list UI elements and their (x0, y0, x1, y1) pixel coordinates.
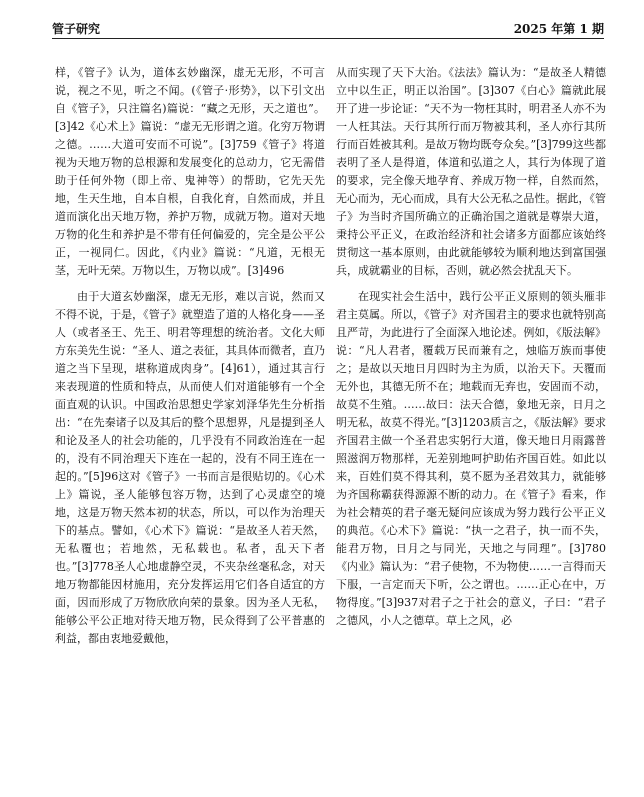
running-header (52, 20, 604, 39)
right-column (336, 64, 606, 782)
journal-title: 管子研究 (52, 22, 101, 36)
paragraph: 样，《管子》认为，道体玄妙幽深，虚无无形，不可言说，视之不见，听之不闻。(《管子·形势》，以下引文出自《管子》，只注篇名)篇说：“藏之无形，天之道也”。[3]42《心术上》篇说：“虚无无形谓之道。化穷万物谓之德。……大道可安而不可说”。[3]759《管子》将道视为天地万物的总根源和发展变化的总动力，它无需借助于任何外物（即上帝、鬼神等）的帮助，它先天先地，生天生地，自本自根，自我化育，自然而成，并且道而演化出天地万物，养护万物，成就万物。道对天地万物的化生和养护是不带有任何偏爱的，完全是公平公正，一视同仁。因此，《内业》篇说：“凡道，无根无茎，无叶无荣。万物以生，万物以成”。[3]496 (55, 66, 325, 277)
issue-label: 2025 年第 1 期 (513, 22, 604, 36)
paragraph: 从而实现了天下大治。《法法》篇认为：“是故圣人精德立中以生正，明正以治国”。[3]307《白心》篇就此展开了进一步论证：“天不为一物枉其时，明君圣人亦不为一人枉其法。天行其所行而万物被其利，圣人亦行其所行而百姓被其利。是故万物均既夸众矣。”[3]799这些都表明了圣人是得道，体道和弘道之人，其行为体现了道的要求，完全像天地孕育、养成万物一样，自然而然，无心而为，无心而成，具有大公无私之品性。据此，《管子》为当时齐国所确立的正确治国之道就是尊崇大道，秉持公平正义，在政治经济和社会诸多方面都应该始终贯彻这一基本原则，由此就能够较为顺利地达到富国强兵，成就霸业的目标，否则，就必然会扰乱天下。 (336, 66, 606, 277)
paragraph: 在现实社会生活中，践行公平正义原则的领头雁非君主莫属。所以，《管子》对齐国君主的要求也就特别高且严苛，为此进行了全面深入地论述。例如，《版法解》说：“凡人君者，覆载万民而兼有之，烛临万族而事使之；是故以天地日月四时为主为质，以治天下。天覆而无外也，其德无所不在；地载而无弃也，安固而不动，故莫不生殖。……故曰：法天合德，象地无亲，日月之明无私，故莫不得光。”[3]1203质言之，《版法解》要求齐国君主做一个圣君忠实躬行大道，像天地日月雨露普照滋润万物那样，无差别地呵护助佑齐国百姓。如此以来，百姓们莫不得其利，莫不愿为圣君效其力，就能够为齐国称霸获得源源不断的动力。在《管子》看来，作为社会精英的君子毫无疑问应该成为努力践行公平正义的典范。《心术下》篇说：“执一之君子，执一而不失，能君万物，日月之与同光，天地之与同理”。[3]780《内业》篇认为：“君子使物，不为物使……一言得而天下服，一言定而天下听，公之谓也。……正心在中，万物得度。”[3]937对君子之于社会的意义，子曰：“君子之德风，小人之德草。草上之风，必 (336, 290, 606, 627)
left-column (55, 64, 325, 782)
paragraph: 由于大道玄妙幽深，虚无无形，难以言说，然而又不得不说，于是，《管子》就塑造了道的人格化身——圣人（或者圣王、先王、明君等理想的统治者。文化大师方东美先生说：“圣人、道之表征，其具体而微者，直乃道之当下呈现，堪称道成肉身”。[4]61），通过其言行来表现道的性质和特点，从而使人们对道能够有一个全面直观的认识。中国政治思想史学家刘泽华先生分析指出：“在先秦诸子以及其后的整个思想界，凡是提到圣人和论及圣人的社会功能的，几乎没有不同政治连在一起的，没有不同治理天下连在一起的，没有不同王连在一起的。”[5]96这对《管子》一书而言是很贴切的。《心术上》篇说，圣人能够包容万物，达到了心灵虚空的境地，这是万物天然本初的状态，所以，可以作为治理天下的基点。譬如，《心术下》篇说：“是故圣人若天然，无私覆也；若地然，无私载也。私者，乱天下者也。”[3]778圣人心地虚静空灵，不夹杂丝毫私念，对天地万物都能因材施用，充分发挥运用它们各自适宜的方面，因而形成了万物欣欣向荣的景象。因为圣人无私，能够公平公正地对待天地万物，民众得到了公平普惠的利益，都由衷地爱戴他， (55, 290, 325, 645)
